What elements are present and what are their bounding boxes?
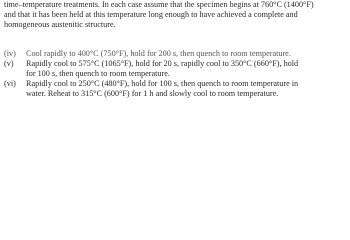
list-item-v bbox=[4, 59, 344, 79]
item-line: Rapidly cool to 250°C (480°F), hold for 100 s, then quench to room temperature in bbox=[26, 79, 299, 88]
intro-line: time–temperature treatments. In each case assume that the specimen begins at 760°C (1400°F) bbox=[4, 0, 314, 9]
list-item-vi bbox=[4, 79, 344, 99]
list-item-iv bbox=[4, 49, 344, 59]
intro-line: and that it has been held at this temperature long enough to have achieved a complete and bbox=[4, 10, 298, 19]
treatment-list bbox=[4, 49, 344, 99]
item-number: (v) bbox=[4, 59, 14, 68]
item-line: for 100 s, then quench to room temperature. bbox=[26, 69, 170, 78]
item-number: (vi) bbox=[4, 79, 16, 88]
item-line: Rapidly cool to 575°C (1065°F), hold for 20 s, rapidly cool to 350°C (660°F), hold bbox=[26, 59, 299, 68]
intro-paragraph bbox=[4, 0, 344, 30]
intro-line: homogeneous austenitic structure. bbox=[4, 20, 116, 29]
item-line: Cool rapidly to 400°C (750°F), hold for 200 s, then quench to room temperature. bbox=[26, 49, 291, 58]
item-number: (iv) bbox=[4, 49, 16, 58]
item-line: water. Reheat to 315°C (600°F) for 1 h and slowly cool to room temperature. bbox=[26, 89, 279, 98]
